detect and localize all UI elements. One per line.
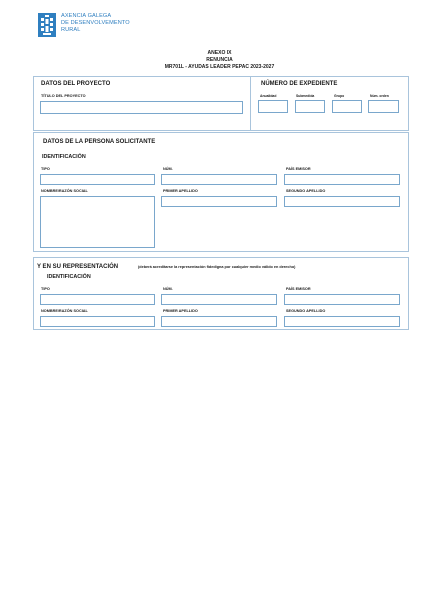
rep-segundo-label: SEGUNDO APELLIDO	[286, 309, 326, 313]
anualidad-label: Anualidad	[260, 94, 277, 98]
applicant-pais-input[interactable]	[284, 174, 400, 185]
applicant-nombre-input[interactable]	[40, 196, 155, 248]
rep-primer-input[interactable]	[161, 316, 277, 327]
num-orden-input[interactable]	[368, 100, 399, 113]
applicant-tipo-input[interactable]	[40, 174, 155, 185]
submedida-label: Submedida	[296, 94, 315, 98]
project-title-label: TÍTULO DEL PROYECTO	[41, 94, 86, 98]
section-divider	[250, 77, 251, 130]
applicant-pais-label: PAÍS EMISOR	[286, 167, 311, 171]
project-section-title: DATOS DEL PROYECTO	[41, 81, 111, 87]
org-line-3: RURAL	[61, 27, 81, 34]
galicia-emblem-icon	[38, 13, 56, 37]
rep-num-label: NÚM.	[163, 287, 173, 291]
grupo-input[interactable]	[332, 100, 362, 113]
num-orden-label: Núm. orden	[370, 94, 389, 98]
applicant-segundo-label: SEGUNDO APELLIDO	[286, 189, 326, 193]
submedida-input[interactable]	[295, 100, 325, 113]
rep-segundo-input[interactable]	[284, 316, 400, 327]
applicant-tipo-label: TIPO	[41, 167, 50, 171]
representative-section-title: Y EN SU REPRESENTACIÓN	[37, 264, 119, 270]
org-line-2: DE DESENVOLVEMENTO	[61, 20, 130, 27]
applicant-num-input[interactable]	[161, 174, 277, 185]
representative-identification-title: IDENTIFICACIÓN	[47, 274, 91, 280]
rep-primer-label: PRIMER APELLIDO	[163, 309, 198, 313]
representative-note: (deberá acreditarse la representación fidedigna por cualquier medio válido en derecho)	[138, 265, 296, 269]
grupo-label: Grupo	[334, 94, 345, 98]
org-line-1: AXENCIA GALEGA	[61, 13, 112, 19]
project-title-input[interactable]	[40, 101, 243, 114]
applicant-primer-input[interactable]	[161, 196, 277, 207]
doc-code: MR701L - AYUDAS LEADER PEPAC 2023-2027	[164, 64, 275, 70]
expediente-section-title: NÚMERO DE EXPEDIENTE	[261, 81, 338, 87]
rep-tipo-input[interactable]	[40, 294, 155, 305]
rep-nombre-input[interactable]	[40, 316, 155, 327]
applicant-identification-title: IDENTIFICACIÓN	[42, 154, 86, 160]
rep-pais-label: PAÍS EMISOR	[286, 287, 311, 291]
applicant-num-label: NÚM.	[163, 167, 173, 171]
applicant-primer-label: PRIMER APELLIDO	[163, 189, 198, 193]
rep-tipo-label: TIPO	[41, 287, 50, 291]
applicant-nombre-label: NOMBRE/RAZÓN SOCIAL	[41, 189, 88, 193]
rep-pais-input[interactable]	[284, 294, 400, 305]
anualidad-input[interactable]	[258, 100, 288, 113]
rep-nombre-label: NOMBRE/RAZÓN SOCIAL	[41, 309, 88, 313]
doc-title: RENUNCIA	[206, 57, 233, 63]
applicant-segundo-input[interactable]	[284, 196, 400, 207]
rep-num-input[interactable]	[161, 294, 277, 305]
org-name	[61, 13, 130, 35]
annex-label: ANEXO IX	[207, 50, 232, 56]
agader-logo	[38, 13, 158, 43]
applicant-section-title: DATOS DE LA PERSONA SOLICITANTE	[43, 139, 156, 145]
